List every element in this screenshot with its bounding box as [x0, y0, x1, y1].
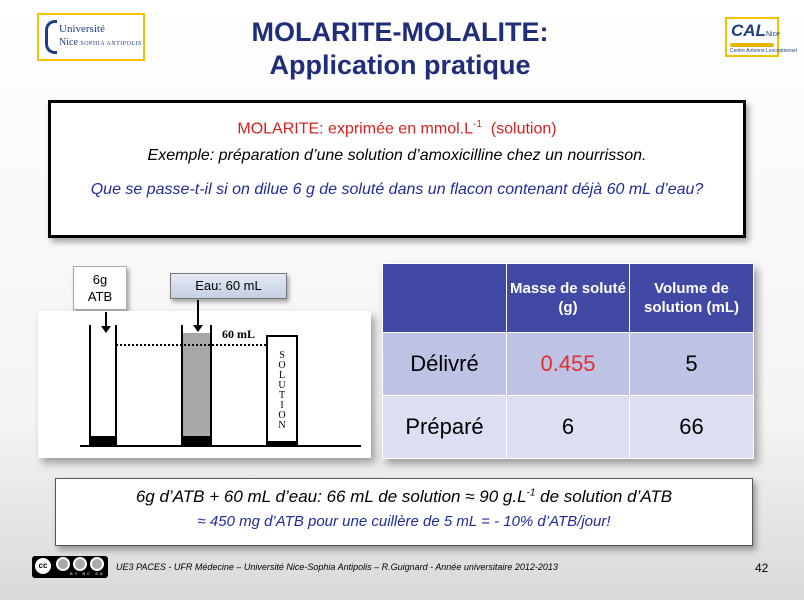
- header-blank: [383, 264, 507, 333]
- row-masse: 0.455: [507, 333, 630, 396]
- table-row: [383, 333, 754, 396]
- question-text: Que se passe-t-il si on dilue 6 g de soluté dans un flacon contenant déjà 60 mL d’eau?: [90, 181, 704, 199]
- summary-line2: ≈ 450 mg d’ATB pour une cuillère de 5 mL = - 10% d’ATB/jour!: [197, 513, 611, 530]
- header-volume: Volume de solution (mL): [630, 264, 754, 333]
- logo-line2-main: Nice: [59, 37, 78, 48]
- cal-logo-suffix: Nice: [765, 31, 780, 38]
- diagram-baseline: [80, 445, 361, 447]
- atb-label-line1: 6g: [92, 272, 108, 287]
- universite-nice-logo: [37, 13, 145, 61]
- molarite-heading-exponent: -1: [473, 119, 482, 130]
- summary-line1-exponent: -1: [526, 487, 536, 499]
- solution-label: S O L U T I O N: [278, 350, 286, 431]
- sa-icon: [90, 557, 104, 571]
- atb-label-line2: ATB: [87, 289, 113, 304]
- dose-table: [382, 263, 754, 459]
- tube-atb-powder: [91, 436, 115, 445]
- eau-label-box: Eau: 60 mL: [170, 273, 287, 299]
- summary-line1-b: de solution d’ATB: [535, 487, 673, 506]
- row-masse: 6: [507, 396, 630, 459]
- title-line2: Application pratique: [269, 50, 531, 80]
- example-text: Exemple: préparation d’une solution d’amoxicilline chez un nourrisson.: [147, 147, 647, 165]
- cc-icon: cc: [35, 558, 51, 574]
- creative-commons-badge: [32, 556, 108, 578]
- water-fill: [183, 333, 210, 445]
- level-label: 60 mL: [222, 327, 255, 341]
- cal-logo-text: [731, 21, 780, 41]
- page-number: 42: [755, 561, 769, 575]
- level-dotted-line: [116, 344, 266, 346]
- tube-water-base: [183, 436, 210, 445]
- summary-line1-a: 6g d’ATB + 60 mL d’eau: 66 mL de solution ≈ 90 g.L: [135, 487, 527, 506]
- summary-line1: [56, 487, 752, 507]
- atb-label-box: [73, 266, 127, 310]
- by-icon: [56, 557, 70, 571]
- header-masse: Masse de soluté (g): [507, 264, 630, 333]
- logo-line2: [59, 37, 142, 48]
- cc-terms: BY NC SA: [70, 571, 105, 576]
- row-label: Préparé: [383, 396, 507, 459]
- nc-icon: [73, 557, 87, 571]
- row-volume: 66: [630, 396, 754, 459]
- slide-title: [150, 16, 650, 82]
- cal-nice-logo: [725, 17, 797, 57]
- title-line1: MOLARITE-MOLALITE:: [251, 17, 549, 47]
- tube-atb: [89, 325, 117, 447]
- arrow-down-atb-icon: [105, 312, 107, 327]
- row-volume: 5: [630, 333, 754, 396]
- molarite-heading: [51, 119, 743, 138]
- row-label: Délivré: [383, 333, 507, 396]
- cal-logo-name: CAL: [731, 21, 766, 40]
- logo-mark-icon: [45, 20, 57, 54]
- molarite-heading-main: MOLARITE: exprimée en mmol.L: [237, 120, 473, 138]
- intro-box: [48, 100, 746, 238]
- summary-box: [55, 478, 753, 546]
- table-row: [383, 396, 754, 459]
- table-header-row: [383, 264, 754, 333]
- cal-logo-sub: Centre Antenne Lexceptionnel: [730, 48, 797, 54]
- logo-line1: Université: [59, 23, 105, 35]
- molarite-heading-tail: (solution): [481, 120, 557, 138]
- cal-swoosh-icon: [730, 43, 774, 47]
- logo-line2-small: SOPHIA ANTIPOLIS: [80, 41, 142, 47]
- footer-text: UE3 PACES - UFR Médecine – Université Nice-Sophia Antipolis – R.Guignard - Année universitaire 2012-2013: [116, 562, 558, 572]
- tube-solution: [266, 335, 298, 447]
- dilution-diagram: [38, 311, 371, 458]
- arrow-down-water-icon: [197, 300, 199, 326]
